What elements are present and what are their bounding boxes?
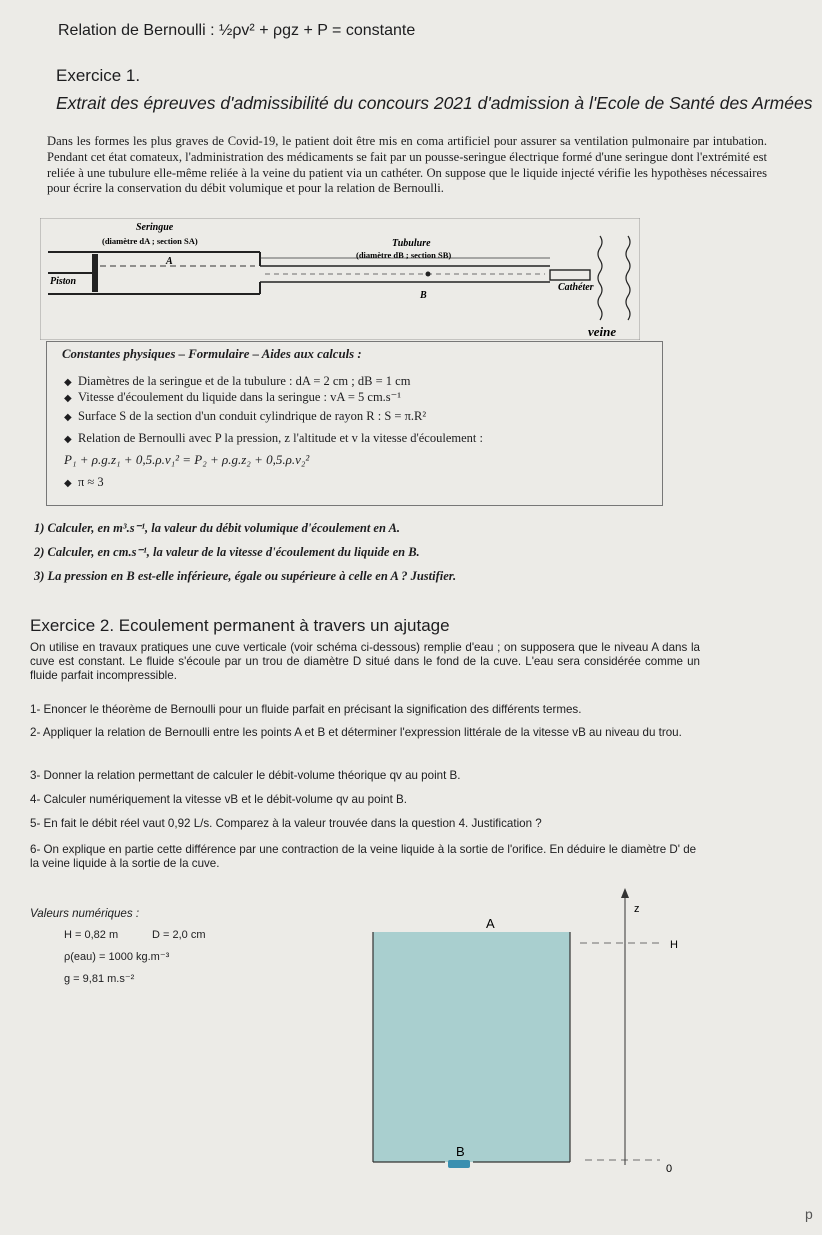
tank-point-b: B — [456, 1144, 465, 1159]
tank-diagram — [370, 880, 680, 1180]
diagram-catheter-label: Cathéter — [558, 282, 594, 293]
exercise2-question: 1- Enoncer le théorème de Bernoulli pour un fluide parfait en précisant la signification des différents termes. — [30, 703, 582, 716]
syringe-diagram — [40, 218, 640, 340]
exercise1-question: 2) Calculer, en cm.s⁻¹, la valeur de la vitesse d'écoulement du liquide en B. — [34, 545, 420, 559]
bullet-icon: ◆ — [64, 412, 72, 423]
exercise1-question: 3) La pression en B est-elle inférieure, égale ou supérieure à celle en A ? Justifier. — [34, 569, 457, 583]
constants-item: ◆ π ≈ 3 — [64, 475, 104, 489]
exercise1-paragraph: Dans les formes les plus graves de Covid-19, le patient doit être mis en coma artificiel pour assurer sa ventilation pulmonaire par intubation. Pendant cet état comateux, l'administration des médicaments se fait par un pousse-seringue électrique formé d'une seringue dont l'extrémité est reliée à une tubulure elle-même reliée à la veine du patient via un cathéter. On suppose que le liquide injecté vérifie les hypothèses nécessaires pour écrire la conservation du débit volumique et pour la relation de Bernoulli. — [47, 134, 767, 196]
bullet-icon: ◆ — [64, 434, 72, 445]
diagram-piston-label: Piston — [50, 276, 77, 287]
value-rho: ρ(eau) = 1000 kg.m⁻³ — [64, 951, 170, 963]
value-g: g = 9,81 m.s⁻² — [64, 973, 135, 985]
diagram-tubulure-label: Tubulure — [392, 238, 431, 249]
constants-item: ◆ Surface S de la section d'un conduit cylindrique de rayon R : S = π.R² — [64, 409, 427, 423]
diagram-veine-label: veine — [588, 324, 617, 339]
tank-axis-z: z — [634, 903, 640, 915]
diagram-point-b: B — [420, 290, 427, 301]
z-axis-arrow-icon — [621, 888, 629, 898]
exercise2-question: 5- En fait le débit réel vaut 0,92 L/s. Comparez à la valeur trouvée dans la question 4. Justification ? — [30, 817, 542, 830]
tank-level-h: H — [670, 939, 678, 951]
value-h: H = 0,82 m — [64, 929, 119, 941]
exercise2-question: 6- On explique en partie cette différence par une contraction de la veine liquide à la sortie de l'orifice. En déduire le diamètre D' de la veine liquide à la sortie de la cuve. — [30, 843, 697, 870]
value-d: D = 2,0 cm — [152, 929, 206, 941]
exercise1-question: 1) Calculer, en m³.s⁻¹, la valeur du débit volumique d'écoulement en A. — [34, 521, 401, 535]
bullet-icon: ◆ — [64, 393, 72, 404]
page-header-title: Relation de Bernoulli : ½ρv² + ρgz + P = constante — [58, 22, 416, 39]
tank-level-0: 0 — [666, 1163, 673, 1175]
constants-item: ◆ Diamètres de la seringue et de la tubulure : dA = 2 cm ; dB = 1 cm — [64, 374, 411, 388]
constants-item: ◆ Relation de Bernoulli avec P la pression, z l'altitude et v la vitesse d'écoulement : — [64, 431, 483, 445]
bullet-icon: ◆ — [64, 478, 72, 489]
diagram-seringue-label: Seringue — [136, 222, 174, 233]
exercise2-question: 3- Donner la relation permettant de calculer le débit-volume théorique qv au point B. — [30, 769, 461, 782]
diagram-point-a: A — [166, 256, 173, 267]
numeric-values-title: Valeurs numériques : — [30, 907, 140, 920]
exercise1-title: Exercice 1. — [56, 66, 141, 85]
corner-letter: p — [805, 1206, 813, 1222]
exercise2-question: 4- Calculer numériquement la vitesse vB et le débit-volume qv au point B. — [30, 793, 407, 806]
diagram-tubulure-sub: (diamètre dB ; section SB) — [356, 250, 452, 260]
bullet-icon: ◆ — [64, 377, 72, 388]
diagram-seringue-sub: (diamètre dA ; section SA) — [102, 236, 198, 246]
tank-point-a: A — [486, 916, 495, 931]
tank-outlet-hole — [448, 1160, 470, 1168]
exercise1-subtitle: Extrait des épreuves d'admissibilité du concours 2021 d'admission à l'Ecole de Santé des Armées — [56, 93, 813, 113]
exercise2-title: Exercice 2. Ecoulement permanent à travers un ajutage — [30, 616, 450, 635]
constants-box-title: Constantes physiques – Formulaire – Aides aux calculs : — [62, 347, 362, 361]
bernoulli-formula: P₁ + ρ.g.z₁ + 0,5.ρ.v₁² = P₂ + ρ.g.z₂ + 0,5.ρ.v₂² — [64, 452, 310, 467]
constants-item: ◆ Vitesse d'écoulement du liquide dans la seringue : vA = 5 cm.s⁻¹ — [64, 390, 401, 404]
tank-water — [373, 932, 570, 1162]
exercise2-paragraph: On utilise en travaux pratiques une cuve verticale (voir schéma ci-dessous) remplie d'eau ; on supposera que le niveau A dans la cuve est constant. Le fluide s'écoule par un trou de diamètre D situé dans le fond de la cuve. L'eau sera considérée comme un fluide parfait incompressible. — [30, 641, 700, 683]
exercise2-question: 2- Appliquer la relation de Bernoulli entre les points A et B et déterminer l'expression littérale de la vitesse vB au niveau du trou. — [30, 726, 682, 739]
